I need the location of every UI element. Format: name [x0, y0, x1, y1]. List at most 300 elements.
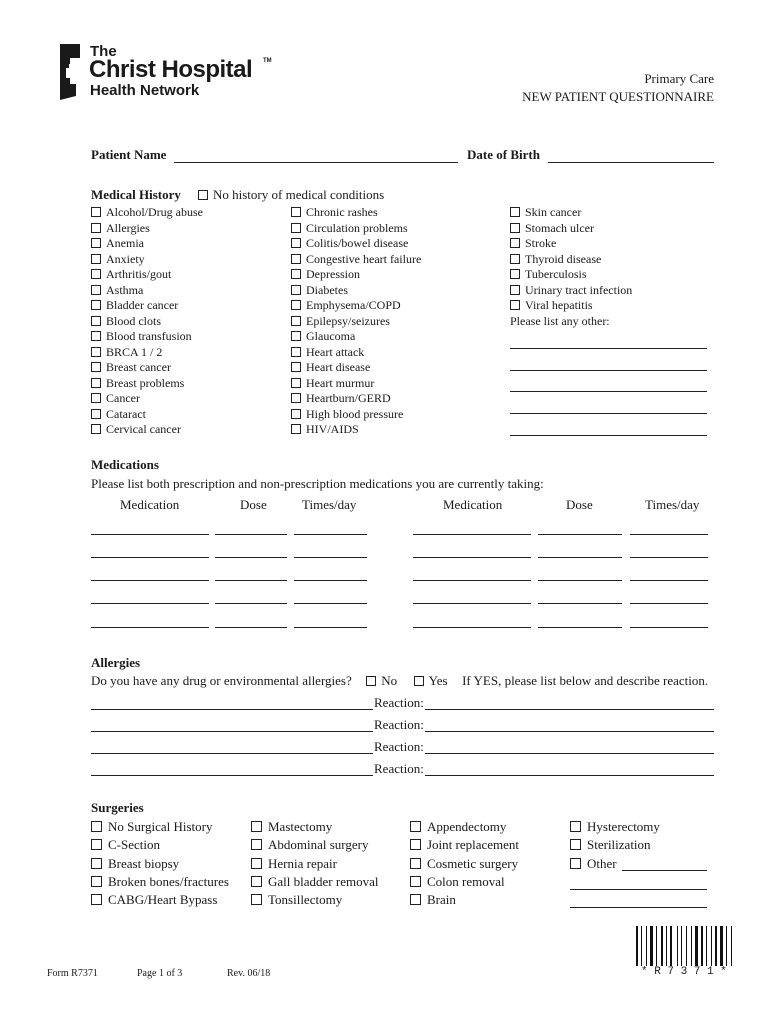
checkbox-label: Chronic rashes: [306, 205, 378, 219]
checkbox-label: Mastectomy: [268, 819, 333, 834]
surgeries-column-4: [570, 818, 660, 873]
checkbox-label: Epilepsy/seizures: [306, 313, 390, 328]
checkbox-option[interactable]: [291, 267, 421, 283]
surgeries-column-3: [410, 818, 519, 909]
medication-entry-line[interactable]: [538, 534, 622, 535]
checkbox-option[interactable]: [91, 252, 203, 268]
checkbox-label: Allergies: [106, 220, 150, 235]
barcode-bar: [711, 926, 712, 966]
checkbox-label: Cancer: [106, 391, 140, 405]
reaction-label: Reaction:: [374, 695, 424, 710]
no-history-checkbox[interactable]: [198, 190, 208, 200]
checkbox-label: Other: [587, 855, 617, 871]
checkbox-label: Breast problems: [106, 375, 185, 390]
med-header-dose-2: Dose: [566, 497, 593, 512]
medication-entry-line[interactable]: [413, 603, 531, 604]
checkbox[interactable]: [91, 362, 101, 372]
other-condition-line[interactable]: [510, 348, 707, 349]
checkbox[interactable]: [291, 223, 301, 233]
medication-entry-line[interactable]: [294, 534, 367, 535]
checkbox-label: Diabetes: [306, 282, 348, 297]
checkbox-option[interactable]: [91, 329, 203, 345]
checkbox-option[interactable]: [291, 314, 421, 330]
checkbox[interactable]: [91, 876, 102, 887]
checkbox-option[interactable]: [291, 422, 421, 438]
checkbox-option[interactable]: [510, 221, 632, 237]
checkbox-label: Emphysema/COPD: [306, 298, 401, 312]
barcode-bar: [679, 926, 680, 966]
reaction-line[interactable]: [425, 731, 714, 732]
medication-entry-line[interactable]: [630, 534, 708, 535]
checkbox-label: Hysterectomy: [587, 819, 660, 834]
checkbox[interactable]: [291, 378, 301, 388]
checkbox[interactable]: [410, 858, 421, 869]
barcode-bar: [726, 926, 727, 966]
allergies-yes-checkbox[interactable]: [414, 676, 424, 686]
logo-trademark: TM: [263, 58, 272, 64]
checkbox[interactable]: [91, 821, 102, 832]
checkbox-label: Heart murmur: [306, 375, 375, 390]
checkbox[interactable]: [91, 269, 101, 279]
barcode-bar: [664, 926, 665, 966]
checkbox-label: Thyroid disease: [525, 251, 602, 266]
dob-field[interactable]: [548, 162, 714, 163]
checkbox-option[interactable]: [91, 422, 203, 438]
barcode-bar: [695, 926, 698, 966]
checkbox[interactable]: [291, 207, 301, 217]
checkbox-option[interactable]: [91, 283, 203, 299]
medication-entry-line[interactable]: [91, 534, 209, 535]
barcode-bar: [704, 926, 705, 966]
medication-entry-line[interactable]: [215, 557, 287, 558]
checkbox-option[interactable]: [91, 345, 203, 361]
checkbox-label: Broken bones/fractures: [108, 873, 229, 889]
other-condition-line[interactable]: [510, 391, 707, 392]
logo-christ-hospital: Christ Hospital: [89, 56, 253, 83]
checkbox-label: Appendectomy: [427, 819, 507, 834]
allergies-no-label: No: [381, 673, 398, 688]
barcode-bar: [724, 926, 725, 966]
checkbox-label: Glaucoma: [306, 329, 356, 343]
barcode-bar: [670, 926, 672, 966]
checkbox-label: Congestive heart failure: [306, 251, 422, 266]
checkbox[interactable]: [91, 894, 102, 905]
checkbox-option[interactable]: [251, 873, 378, 891]
medication-entry-line[interactable]: [294, 603, 367, 604]
checkbox-label: Brain: [427, 892, 456, 908]
surgeries-column-2: [251, 818, 378, 909]
medication-entry-line[interactable]: [91, 580, 209, 581]
surgeries-title: Surgeries: [91, 800, 144, 815]
header-title: NEW PATIENT QUESTIONNAIRE: [522, 89, 714, 104]
checkbox-label: Cosmetic surgery: [427, 855, 519, 871]
medication-entry-line[interactable]: [630, 580, 708, 581]
barcode-bar: [688, 926, 690, 966]
checkbox-label: Gall bladder removal: [268, 873, 379, 889]
reaction-line[interactable]: [425, 775, 714, 776]
allergies-question-row: [91, 673, 708, 689]
patient-name-field[interactable]: [174, 162, 458, 163]
checkbox[interactable]: [91, 858, 102, 869]
checkbox-option[interactable]: [410, 891, 519, 909]
reaction-label: Reaction:: [374, 717, 424, 732]
medication-entry-line[interactable]: [630, 603, 708, 604]
barcode-bar: [715, 926, 717, 966]
checkbox[interactable]: [410, 821, 421, 832]
header-primary-care: Primary Care: [644, 71, 714, 86]
medical-history-title: Medical History: [91, 187, 181, 202]
allergy-name-line[interactable]: [91, 731, 373, 732]
reaction-line[interactable]: [425, 753, 714, 754]
checkbox-label: Sterilization: [587, 837, 651, 853]
allergy-name-line[interactable]: [91, 775, 373, 776]
other-condition-line[interactable]: [510, 413, 707, 414]
checkbox-option[interactable]: [91, 818, 229, 836]
checkbox-label: Colon removal: [427, 873, 505, 889]
checkbox-option[interactable]: [91, 236, 203, 252]
checkbox-label: Heart attack: [306, 344, 365, 359]
medication-entry-line[interactable]: [215, 603, 287, 604]
checkbox-option[interactable]: [91, 891, 229, 909]
checkbox-label: Circulation problems: [306, 220, 408, 235]
checkbox[interactable]: [91, 331, 101, 341]
checkbox-option[interactable]: [91, 221, 203, 237]
medication-entry-line[interactable]: [91, 627, 209, 628]
checkbox[interactable]: [291, 269, 301, 279]
checkbox-label: Blood clots: [106, 313, 162, 328]
surgery-other-line[interactable]: [570, 907, 707, 908]
checkbox[interactable]: [91, 424, 101, 434]
barcode-bar: [701, 926, 703, 966]
medication-entry-line[interactable]: [91, 603, 209, 604]
hospital-logo-mark: [56, 44, 82, 100]
checkbox[interactable]: [251, 821, 262, 832]
checkbox[interactable]: [91, 409, 101, 419]
footer-revision: Rev. 06/18: [227, 968, 271, 979]
checkbox-label: Depression: [306, 267, 360, 281]
checkbox-option[interactable]: [291, 329, 421, 345]
barcode-bar: [636, 926, 638, 966]
checkbox-option[interactable]: [291, 391, 421, 407]
checkbox-label: Viral hepatitis: [525, 298, 593, 312]
checkbox-label: Breast biopsy: [108, 855, 180, 871]
surgeries-column-1: [91, 818, 229, 909]
barcode-bar: [733, 926, 734, 966]
checkbox-option[interactable]: [510, 283, 632, 299]
checkbox[interactable]: [510, 269, 520, 279]
surgery-other-field[interactable]: [622, 870, 707, 871]
barcode-bar: [639, 926, 640, 966]
checkbox-option[interactable]: [91, 873, 229, 891]
medication-entry-line[interactable]: [538, 580, 622, 581]
checkbox-label: Cataract: [106, 406, 146, 421]
med-header-times-2: Times/day: [645, 497, 700, 512]
checkbox[interactable]: [410, 839, 421, 850]
barcode-text: * R 7 3 7 1 *: [641, 966, 727, 978]
medication-entry-line[interactable]: [294, 580, 367, 581]
barcode-bar: [686, 926, 687, 966]
reaction-label: Reaction:: [374, 761, 424, 776]
checkbox-option[interactable]: [91, 314, 203, 330]
medications-title: Medications: [91, 457, 159, 472]
surgery-other-line[interactable]: [570, 889, 707, 890]
medication-entry-line[interactable]: [630, 627, 708, 628]
checkbox-label: Alcohol/Drug abuse: [106, 205, 203, 219]
checkbox[interactable]: [410, 894, 421, 905]
medications-instruction: Please list both prescription and non-prescription medications you are currently taking:: [91, 476, 544, 491]
med-header-medication: Medication: [120, 497, 180, 512]
checkbox-label: Tuberculosis: [525, 267, 587, 281]
checkbox-label: Tonsillectomy: [268, 892, 343, 908]
allergies-title: Allergies: [91, 655, 141, 670]
patient-name-label: Patient Name: [91, 147, 167, 162]
checkbox-option[interactable]: [510, 205, 632, 221]
checkbox[interactable]: [91, 316, 101, 326]
checkbox-option[interactable]: [570, 818, 660, 836]
checkbox[interactable]: [91, 285, 101, 295]
checkbox-label: Colitis/bowel disease: [306, 236, 409, 250]
barcode-bar: [691, 926, 692, 966]
other-conditions-label: Please list any other:: [510, 314, 610, 328]
checkbox-option[interactable]: [91, 205, 203, 221]
checkbox-option[interactable]: [91, 836, 229, 854]
checkbox-option[interactable]: [291, 360, 421, 376]
barcode-bar: [661, 926, 663, 966]
other-condition-line[interactable]: [510, 435, 707, 436]
checkbox-option[interactable]: [291, 407, 421, 423]
checkbox-label: HIV/AIDS: [306, 422, 359, 436]
checkbox-label: Stroke: [525, 236, 557, 250]
barcode-bar: [648, 926, 649, 966]
checkbox-option[interactable]: [91, 855, 229, 873]
checkbox-label: Asthma: [106, 282, 144, 297]
barcode-bar: [668, 926, 669, 966]
checkbox[interactable]: [91, 238, 101, 248]
allergy-name-line[interactable]: [91, 709, 373, 710]
barcode-bar: [728, 926, 730, 966]
barcode-bar: [713, 926, 714, 966]
checkbox-option[interactable]: [510, 252, 632, 268]
checkbox-option[interactable]: [251, 855, 378, 873]
logo-health-network: Health Network: [90, 82, 200, 99]
other-condition-line[interactable]: [510, 370, 707, 371]
reaction-line[interactable]: [425, 709, 714, 710]
checkbox[interactable]: [510, 300, 520, 310]
checkbox-label: Heart disease: [306, 360, 371, 374]
history-column-3: [510, 205, 632, 314]
allergies-question: Do you have any drug or environmental allergies?: [91, 673, 352, 688]
history-column-2: [291, 205, 421, 438]
checkbox[interactable]: [510, 238, 520, 248]
barcode-bar: [673, 926, 676, 966]
footer-form-number: Form R7371: [47, 968, 98, 979]
med-header-dose: Dose: [240, 497, 267, 512]
checkbox-option[interactable]: [91, 376, 203, 392]
checkbox[interactable]: [291, 424, 301, 434]
checkbox-option[interactable]: [91, 391, 203, 407]
history-column-1: [91, 205, 203, 438]
checkbox-option[interactable]: [91, 267, 203, 283]
medication-entry-line[interactable]: [91, 557, 209, 558]
checkbox[interactable]: [91, 393, 101, 403]
checkbox-option[interactable]: [251, 836, 378, 854]
checkbox-label: Heartburn/GERD: [306, 391, 391, 405]
checkbox[interactable]: [91, 347, 101, 357]
checkbox[interactable]: [510, 223, 520, 233]
header-block: [522, 70, 714, 106]
checkbox-label: Anemia: [106, 236, 144, 250]
checkbox[interactable]: [91, 207, 101, 217]
medication-entry-line[interactable]: [215, 580, 287, 581]
barcode-bar: [646, 926, 647, 966]
checkbox-label: CABG/Heart Bypass: [108, 892, 218, 908]
barcode-bar: [677, 926, 678, 966]
reaction-label: Reaction:: [374, 739, 424, 754]
checkbox[interactable]: [251, 876, 262, 887]
checkbox[interactable]: [570, 858, 581, 869]
footer-page-number: Page 1 of 3: [137, 968, 183, 979]
checkbox[interactable]: [510, 207, 520, 217]
checkbox-option[interactable]: [410, 836, 519, 854]
allergy-name-line[interactable]: [91, 753, 373, 754]
medication-entry-line[interactable]: [294, 627, 367, 628]
checkbox-option[interactable]: [291, 283, 421, 299]
checkbox-label: Joint replacement: [427, 837, 520, 853]
med-header-medication-2: Medication: [443, 497, 503, 512]
checkbox-option[interactable]: [510, 267, 632, 283]
logo-the: The: [90, 43, 117, 60]
allergies-if-yes: If YES, please list below and describe reaction.: [462, 673, 709, 688]
checkbox-label: Cervical cancer: [106, 422, 181, 436]
checkbox-label: Abdominal surgery: [268, 837, 369, 853]
dob-label: Date of Birth: [467, 147, 540, 162]
checkbox-label: Stomach ulcer: [525, 220, 594, 235]
checkbox[interactable]: [291, 300, 301, 310]
checkbox-option[interactable]: [510, 236, 632, 252]
barcode-bar: [706, 926, 707, 966]
checkbox-label: Breast cancer: [106, 360, 171, 374]
medication-entry-line[interactable]: [538, 557, 622, 558]
checkbox-label: Hernia repair: [268, 855, 337, 871]
form-barcode: [636, 926, 735, 966]
checkbox-label: Urinary tract infection: [525, 282, 633, 297]
checkbox-option[interactable]: [570, 836, 660, 854]
barcode-bar: [720, 926, 723, 966]
checkbox-option[interactable]: [410, 855, 519, 873]
checkbox-option[interactable]: [291, 221, 421, 237]
checkbox-label: Arthritis/gout: [106, 267, 172, 281]
allergies-no-checkbox[interactable]: [366, 676, 376, 686]
checkbox[interactable]: [291, 254, 301, 264]
no-history-option[interactable]: [198, 187, 384, 203]
barcode-bar: [654, 926, 655, 966]
barcode-bar: [718, 926, 719, 966]
medication-entry-line[interactable]: [538, 627, 622, 628]
medication-entry-line[interactable]: [215, 534, 287, 535]
medication-entry-line[interactable]: [413, 534, 531, 535]
checkbox-label: C-Section: [108, 837, 160, 853]
checkbox-label: BRCA 1 / 2: [106, 344, 163, 359]
barcode-bar: [699, 926, 700, 966]
checkbox-option[interactable]: [291, 236, 421, 252]
checkbox-option[interactable]: [251, 818, 378, 836]
checkbox[interactable]: [291, 393, 301, 403]
checkbox[interactable]: [291, 362, 301, 372]
checkbox-option[interactable]: [291, 345, 421, 361]
checkbox[interactable]: [91, 378, 101, 388]
medication-entry-line[interactable]: [413, 557, 531, 558]
checkbox[interactable]: [570, 821, 581, 832]
medication-entry-line[interactable]: [630, 557, 708, 558]
barcode-bar: [666, 926, 667, 966]
checkbox[interactable]: [251, 858, 262, 869]
checkbox[interactable]: [291, 238, 301, 248]
checkbox-option[interactable]: [510, 298, 632, 314]
checkbox-option[interactable]: [251, 891, 378, 909]
checkbox-label: Anxiety: [106, 251, 145, 266]
hospital-logo: [56, 44, 286, 104]
checkbox[interactable]: [291, 409, 301, 419]
checkbox-option[interactable]: [91, 360, 203, 376]
checkbox-option[interactable]: [291, 205, 421, 221]
barcode-bar: [656, 926, 657, 966]
medication-entry-line[interactable]: [538, 603, 622, 604]
checkbox[interactable]: [291, 285, 301, 295]
checkbox-option[interactable]: [91, 407, 203, 423]
checkbox[interactable]: [291, 331, 301, 341]
med-header-times: Times/day: [302, 497, 357, 512]
barcode-bar: [641, 926, 642, 966]
barcode-bar: [683, 926, 685, 966]
barcode-bar: [681, 926, 682, 966]
checkbox[interactable]: [510, 254, 520, 264]
checkbox[interactable]: [251, 894, 262, 905]
checkbox-option[interactable]: [291, 298, 421, 314]
no-history-label: No history of medical conditions: [213, 187, 385, 202]
medication-entry-line[interactable]: [294, 557, 367, 558]
checkbox-option[interactable]: [410, 873, 519, 891]
checkbox[interactable]: [510, 285, 520, 295]
checkbox-label: Blood transfusion: [106, 329, 192, 343]
checkbox[interactable]: [91, 254, 101, 264]
checkbox[interactable]: [291, 316, 301, 326]
checkbox-option[interactable]: [410, 818, 519, 836]
checkbox-label: Bladder cancer: [106, 298, 179, 312]
checkbox[interactable]: [91, 300, 101, 310]
checkbox-label: Skin cancer: [525, 205, 582, 219]
medication-entry-line[interactable]: [413, 627, 531, 628]
checkbox-option[interactable]: [291, 252, 421, 268]
barcode-bar: [650, 926, 653, 966]
barcode-bar: [693, 926, 694, 966]
checkbox-option[interactable]: [291, 376, 421, 392]
medication-entry-line[interactable]: [215, 627, 287, 628]
checkbox[interactable]: [91, 839, 102, 850]
barcode-bar: [731, 926, 732, 966]
checkbox[interactable]: [570, 839, 581, 850]
barcode-bar: [708, 926, 710, 966]
checkbox-label: No Surgical History: [108, 819, 213, 834]
checkbox-option[interactable]: [91, 298, 203, 314]
checkbox[interactable]: [251, 839, 262, 850]
medication-entry-line[interactable]: [413, 580, 531, 581]
checkbox[interactable]: [91, 223, 101, 233]
checkbox[interactable]: [410, 876, 421, 887]
checkbox[interactable]: [291, 347, 301, 357]
allergies-yes-label: Yes: [428, 673, 448, 688]
checkbox-label: High blood pressure: [306, 406, 404, 421]
barcode-bar: [658, 926, 660, 966]
